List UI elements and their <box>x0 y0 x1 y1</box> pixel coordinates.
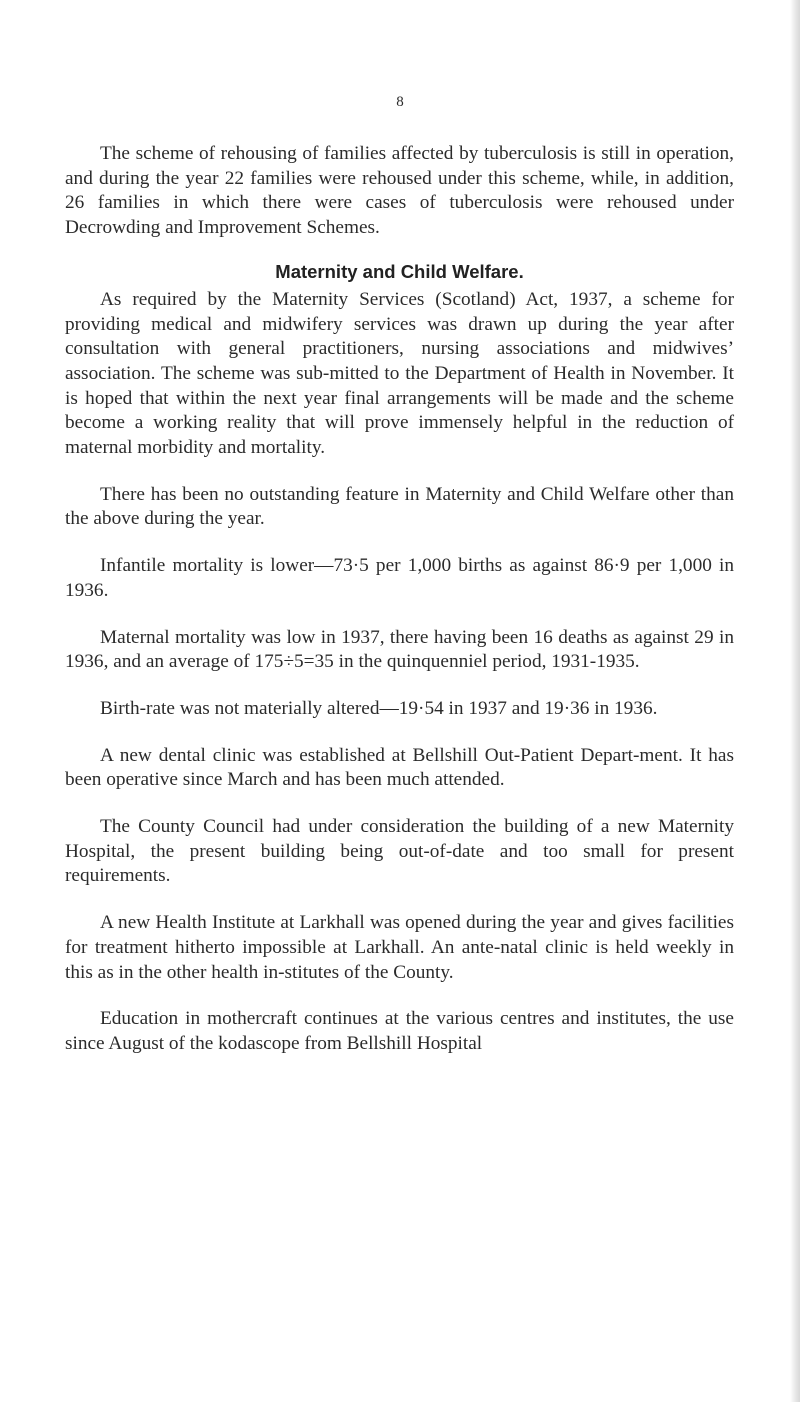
page-number: 8 <box>396 94 404 110</box>
paragraph-maternal-mortality: Maternal mortality was low in 1937, there having been 16 deaths as against 29 in 1936, and an average of 175÷5=35 in the quinquenniel period, 1931-1935. <box>65 626 734 673</box>
body-text <box>65 142 734 1057</box>
paragraph-health-institute: A new Health Institute at Larkhall was opened during the year and gives facilities for treatment hitherto impossible at Larkhall. An ante-natal clinic is held weekly in this as in the other health in-stitutes of the County. <box>65 912 734 983</box>
paragraph-tuberculosis-rehousing: The scheme of rehousing of families affected by tuberculosis is still in operation, and during the year 22 families were rehoused under this scheme, while, in addition, 26 families in which there were cases of tuberculosis were rehoused under Decrowding and Improvement Schemes. <box>65 143 734 239</box>
section-heading-maternity: Maternity and Child Welfare. <box>275 260 524 282</box>
paragraph-maternity-hospital: The County Council had under consideration the building of a new Maternity Hospital, the present building being out-of-date and too small for present requirements. <box>65 816 734 887</box>
paragraph-dental-clinic: A new dental clinic was established at Bellshill Out-Patient Depart-ment. It has been operative since March and has been much attended. <box>65 744 734 791</box>
paragraph-birth-rate: Birth-rate was not materially altered—19·54 in 1937 and 19·36 in 1936. <box>100 697 658 719</box>
paragraph-mothercraft-education: Education in mothercraft continues at the various centres and institutes, the use since August of the kodascope from Bellshill Hospital <box>65 1008 734 1054</box>
paragraph-maternity-services-act: As required by the Maternity Services (Scotland) Act, 1937, a scheme for providing medical and midwifery services was drawn up during the year after consultation with general practitioners, nursing associations and midwives’ association. The scheme was sub-mitted to the Department of Health in November. It is hoped that within the next year final arrangements will be made and the scheme become a working reality that will prove immensely helpful in the reduction of maternal morbidity and mortality. <box>65 288 734 459</box>
page-edge-shadow <box>790 0 800 1402</box>
paragraph-infantile-mortality: Infantile mortality is lower—73·5 per 1,000 births as against 86·9 per 1,000 in 1936. <box>65 555 734 601</box>
paragraph-no-outstanding-feature: There has been no outstanding feature in Maternity and Child Welfare other than the above during the year. <box>65 483 734 530</box>
